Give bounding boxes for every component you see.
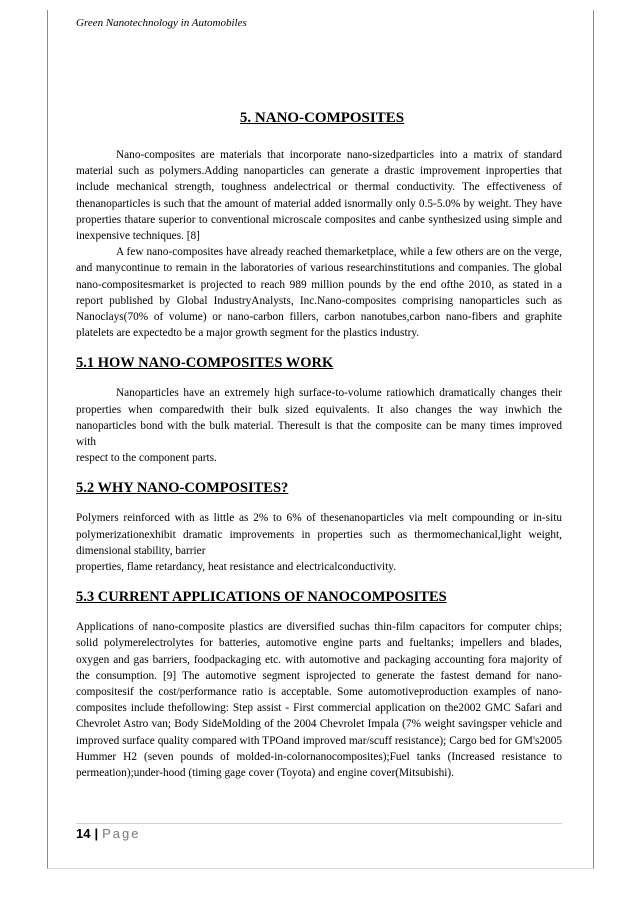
section-5-1-heading: 5.1 HOW NANO-COMPOSITES WORK — [76, 355, 334, 372]
section-5-1-paragraph: Nanoparticles have an extremely high surface-to-volume ratiowhich dramatically changes their properties when comparedwith their bulk sized equivalents. It also changes the way inwhich the nanoparticles bond with the bulk material. Theresult is that the composite can be many times improved with — [76, 387, 562, 449]
footer-separator: | — [94, 826, 99, 841]
chapter-title: 5. NANO-COMPOSITES — [239, 110, 405, 126]
section-5-1-last-line: respect to the component parts. — [76, 452, 217, 465]
section-5-2-paragraph: Polymers reinforced with as little as 2% to 6% of thesenanoparticles via melt compounding or in-situ polymerizationexhibit dramatic improvements in properties such as thermomechanical,light weight, dimensional stability, barrier — [76, 512, 562, 557]
page-content — [76, 110, 562, 781]
intro-paragraph-1: Nano-composites are materials that incorporate nano-sizedparticles into a matrix of standard material such as polymers.Adding nanoparticles can generate a drastic improvement inproperties that include mechanical strength, toughness andelectrical or thermal conductivity. The effectiveness of thenanoparticles is such that the amount of material added isnormally only 0.5-5.0% by weight. They have properties thatare superior to conventional microscale composites and canbe synthesized using simple and inexpensive techniques. [8] — [76, 149, 562, 243]
section-5-2-last-line: properties, flame retardancy, heat resistance and electricalconductivity. — [76, 561, 397, 574]
page-label: Page — [102, 826, 141, 841]
section-5-3-paragraph: Applications of nano-composite plastics are diversified suchas thin-film capacitors for computer chips; solid polymerelectrolytes for batteries, automotive engine parts and fueltanks; impellers and blades, oxygen and gas barriers, foodpackaging etc. with automotive and packaging accounting fora majority of the consumption. [9] The automotive segment isprojected to generate the fastest demand for nano-compositesif the cost/performance ratio is acceptable. Some automotiveproduction examples of nano-composites include thefollowing: Step assist - First commercial application on the2002 GMC Safari and Chevrolet Astro van; Body SideMolding of the 2004 Chevrolet Impala (7% weight savingsper vehicle and improved surface quality compared with TPOand improved mar/scuff resistance); Cargo bed for GM's2005 Hummer H2 (seven pounds of molded-in-colornanocomposites);Fuel tanks (Increased resistance to permeation);under-hood (timing gage cover (Toyota) and engine cover(Mitsubishi). — [76, 621, 562, 780]
footer-divider — [76, 823, 562, 824]
section-5-2-heading: 5.2 WHY NANO-COMPOSITES? — [76, 480, 289, 497]
page-footer — [76, 826, 140, 841]
running-header: Green Nanotechnology in Automobiles — [76, 17, 247, 29]
page-number: 14 — [76, 826, 91, 841]
intro-paragraph-2: A few nano-composites have already reached themarketplace, while a few others are on the verge, and manycontinue to remain in the laboratories of various researchinstitutions and companies. The global nano-compositesmarket is projected to reach 989 million pounds by the end ofthe 2010, as stated in a report published by Global IndustryAnalysts, Inc.Nano-composites comprising nanoparticles such as Nanoclays(70% of volume) or nano-carbon fillers, carbon nanotubes,carbon nano-fibers and graphite platelets are expectedto be a major growth segment for the plastics industry. — [76, 246, 562, 340]
section-5-3-heading: 5.3 CURRENT APPLICATIONS OF NANOCOMPOSITES — [76, 589, 447, 606]
